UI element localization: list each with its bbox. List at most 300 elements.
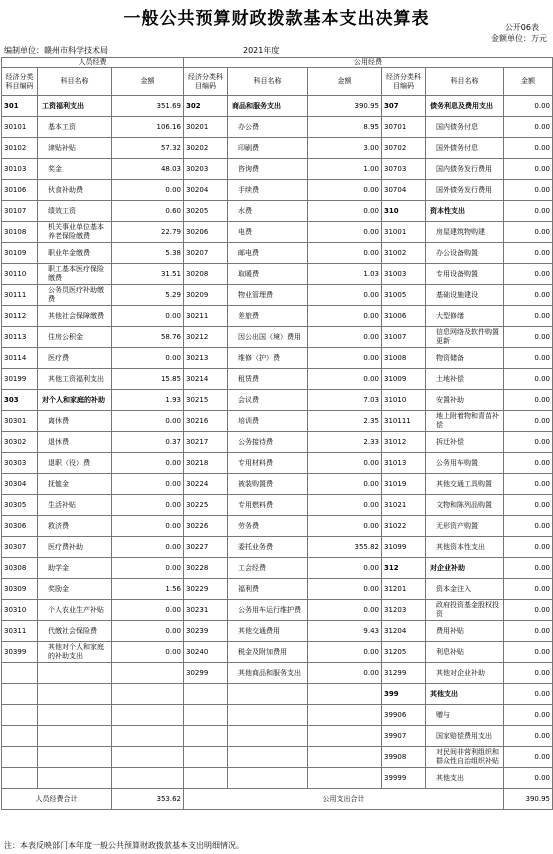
cell-name [228,747,308,768]
cell-name: 资本性支出 [426,201,504,222]
col-code-header: 经济分类科目编码 [2,68,38,96]
cell-amount: 0.00 [112,474,184,495]
cell-name: 工资福利支出 [38,96,112,117]
cell-code: 307 [382,96,426,117]
cell-amount: 0.00 [504,285,553,306]
cell-code: 30205 [184,201,228,222]
cell-name: 专用设备购置 [426,264,504,285]
cell-code: 31003 [382,264,426,285]
personnel-total-value: 353.62 [112,789,184,810]
cell-code: 30208 [184,264,228,285]
cell-name: 劳务费 [228,516,308,537]
cell-amount: 0.00 [504,474,553,495]
cell-name: 政府投资基金股权投资 [426,600,504,621]
footnote: 注：本表反映部门本年度一般公共预算财政拨款基本支出明细情况。 [4,841,244,850]
cell-name: 委托业务费 [228,537,308,558]
cell-amount: 351.69 [112,96,184,117]
cell-name: 代缴社会保险费 [38,621,112,642]
cell-name: 退休费 [38,432,112,453]
cell-code: 30108 [2,222,38,243]
cell-amount: 0.00 [504,558,553,579]
cell-amount: 0.00 [504,306,553,327]
report-title: 一般公共预算财政拨款基本支出决算表 [123,9,430,29]
table-row [2,747,553,768]
amount-unit: 金额单位：万元 [491,34,547,43]
cell-amount: 0.00 [504,495,553,516]
cell-name: 国家赔偿费用支出 [426,726,504,747]
cell-code: 31021 [382,495,426,516]
table-row [2,96,553,117]
cell-code [2,663,38,684]
cell-name: 拆迁补偿 [426,432,504,453]
table-row [2,411,553,432]
cell-amount: 0.00 [308,453,382,474]
cell-code: 30701 [382,117,426,138]
cell-code: 31204 [382,621,426,642]
cell-code: 31099 [382,537,426,558]
cell-name: 国内债务付息 [426,117,504,138]
table-row [2,705,553,726]
cell-name: 电费 [228,222,308,243]
cell-name: 咨询费 [228,159,308,180]
cell-name: 水费 [228,201,308,222]
cell-code: 302 [184,96,228,117]
cell-name: 其他交通费用 [228,621,308,642]
cell-code: 30110 [2,264,38,285]
cell-name: 基本工资 [38,117,112,138]
table-row [2,621,553,642]
public-total-label: 公用支出合计 [184,789,504,810]
cell-amount: 0.00 [308,243,382,264]
cell-code: 30229 [184,579,228,600]
cell-code: 30114 [2,348,38,369]
cell-code: 31012 [382,432,426,453]
table-row [2,642,553,663]
cell-name [38,747,112,768]
cell-amount: 1.03 [308,264,382,285]
cell-name: 利息补贴 [426,642,504,663]
cell-name: 办公设备购置 [426,243,504,264]
cell-name: 职业年金缴费 [38,243,112,264]
table-row [2,222,553,243]
cell-amount: 0.00 [112,453,184,474]
cell-code: 30106 [2,180,38,201]
cell-amount: 0.00 [504,180,553,201]
cell-amount: 0.00 [308,579,382,600]
cell-name: 专用燃料费 [228,495,308,516]
col-name-header: 科目名称 [228,68,308,96]
cell-code: 301 [2,96,38,117]
cell-amount: 0.37 [112,432,184,453]
cell-code: 30201 [184,117,228,138]
cell-code: 39906 [382,705,426,726]
cell-code: 30206 [184,222,228,243]
cell-amount: 0.00 [504,222,553,243]
cell-code [184,726,228,747]
cell-code: 312 [382,558,426,579]
cell-name: 文物和陈列品购置 [426,495,504,516]
cell-name: 办公费 [228,117,308,138]
cell-name: 地上附着物和青苗补偿 [426,411,504,432]
cell-code: 30215 [184,390,228,411]
cell-code: 31008 [382,348,426,369]
cell-amount: 1.00 [308,159,382,180]
cell-code: 31201 [382,579,426,600]
cell-name: 住房公积金 [38,327,112,348]
cell-name: 印刷费 [228,138,308,159]
cell-name: 信息网络及软件购置更新 [426,327,504,348]
table-row [2,684,553,705]
cell-amount: 31.51 [112,264,184,285]
cell-code [2,684,38,705]
cell-code: 30216 [184,411,228,432]
cell-code: 30228 [184,558,228,579]
cell-name: 租赁费 [228,369,308,390]
cell-name: 伙食补助费 [38,180,112,201]
cell-amount: 355.82 [308,537,382,558]
cell-name: 物业管理费 [228,285,308,306]
cell-amount: 0.00 [504,96,553,117]
cell-code: 30240 [184,642,228,663]
cell-amount: 0.00 [308,474,382,495]
cell-code: 30213 [184,348,228,369]
cell-name: 其他对企业补助 [426,663,504,684]
cell-amount: 0.00 [112,348,184,369]
cell-name: 大型修缮 [426,306,504,327]
cell-code: 30306 [2,516,38,537]
cell-code: 30303 [2,453,38,474]
cell-code: 30305 [2,495,38,516]
cell-code: 31005 [382,285,426,306]
cell-amount: 0.00 [504,453,553,474]
cell-code: 31001 [382,222,426,243]
cell-name: 国内债务发行费用 [426,159,504,180]
cell-code: 30217 [184,432,228,453]
cell-amount: 8.95 [308,117,382,138]
cell-amount: 5.38 [112,243,184,264]
cell-name: 对个人和家庭的补助 [38,390,112,411]
cell-amount: 0.00 [112,642,184,663]
org-name: 编制单位：赣州市科学技术局 [4,46,108,55]
cell-code: 30299 [184,663,228,684]
cell-name: 其他支出 [426,684,504,705]
cell-name: 福利费 [228,579,308,600]
cell-amount: 57.32 [112,138,184,159]
cell-name: 职工基本医疗保险缴费 [38,264,112,285]
table-row [2,159,553,180]
cell-name: 公务接待费 [228,432,308,453]
cell-amount: 5.29 [112,285,184,306]
cell-amount: 0.00 [504,348,553,369]
cell-name: 赠与 [426,705,504,726]
cell-code: 30218 [184,453,228,474]
cell-name: 退职（役）费 [38,453,112,474]
cell-name: 医疗费 [38,348,112,369]
cell-code: 30102 [2,138,38,159]
cell-code: 30231 [184,600,228,621]
cell-amount: 0.00 [112,600,184,621]
cell-name: 其他对个人和家庭的补助支出 [38,642,112,663]
table-row [2,495,553,516]
table-row [2,180,553,201]
cell-amount: 0.00 [504,579,553,600]
table-row [2,516,553,537]
cell-code: 30225 [184,495,228,516]
cell-code: 30301 [2,411,38,432]
table-row [2,537,553,558]
cell-amount: 0.00 [504,684,553,705]
col-amount-header: 金额 [112,68,184,96]
cell-name: 医疗费补助 [38,537,112,558]
table-row [2,432,553,453]
cell-code: 31006 [382,306,426,327]
cell-amount: 48.03 [112,159,184,180]
cell-name [38,663,112,684]
cell-amount: 0.00 [308,348,382,369]
cell-amount: 0.00 [504,411,553,432]
cell-code: 39907 [382,726,426,747]
cell-amount: 0.00 [308,327,382,348]
cell-code: 30304 [2,474,38,495]
col-code-header: 经济分类科目编码 [184,68,228,96]
cell-amount: 0.00 [112,516,184,537]
cell-amount: 0.00 [504,138,553,159]
cell-amount [308,684,382,705]
cell-amount: 0.00 [308,306,382,327]
cell-name: 其他工资福利支出 [38,369,112,390]
cell-code: 30203 [184,159,228,180]
cell-code: 30307 [2,537,38,558]
cell-code: 31203 [382,600,426,621]
cell-code: 30109 [2,243,38,264]
cell-name: 生活补贴 [38,495,112,516]
cell-name: 国外债务发行费用 [426,180,504,201]
cell-name: 个人农业生产补贴 [38,600,112,621]
cell-amount [112,747,184,768]
cell-name: 物资储备 [426,348,504,369]
cell-code: 30226 [184,516,228,537]
cell-code: 399 [382,684,426,705]
cell-name: 无形资产购置 [426,516,504,537]
cell-name [38,705,112,726]
table-row [2,453,553,474]
cell-name: 其他资本性支出 [426,537,504,558]
cell-name [38,684,112,705]
cell-amount: 0.00 [504,327,553,348]
cell-code: 30111 [2,285,38,306]
cell-name: 公务用车购置 [426,453,504,474]
cell-code: 30302 [2,432,38,453]
cell-name: 工会经费 [228,558,308,579]
cell-name: 房屋建筑物购建 [426,222,504,243]
table-row [2,600,553,621]
cell-name: 其他交通工具购置 [426,474,504,495]
cell-amount: 2.33 [308,432,382,453]
cell-amount [112,663,184,684]
cell-code: 31010 [382,390,426,411]
cell-code: 30224 [184,474,228,495]
cell-amount: 0.00 [504,663,553,684]
cell-code [184,684,228,705]
cell-amount: 0.00 [308,369,382,390]
cell-amount: 0.00 [308,516,382,537]
cell-amount: 0.00 [308,663,382,684]
cell-code [184,768,228,789]
cell-name: 公务用车运行维护费 [228,600,308,621]
cell-name: 被装购置费 [228,474,308,495]
cell-amount [308,768,382,789]
cell-amount: 0.00 [308,180,382,201]
cell-code: 39908 [382,747,426,768]
cell-amount: 0.00 [504,642,553,663]
cell-amount: 0.00 [112,306,184,327]
cell-code: 31205 [382,642,426,663]
table-row [2,474,553,495]
cell-code: 30103 [2,159,38,180]
table-row [2,117,553,138]
cell-amount [308,705,382,726]
cell-code [184,705,228,726]
cell-code: 31002 [382,243,426,264]
table-row [2,327,553,348]
cell-amount: 0.00 [112,558,184,579]
report-year: 2021年度 [243,46,280,55]
cell-code: 31299 [382,663,426,684]
cell-amount: 0.60 [112,201,184,222]
cell-code [2,726,38,747]
cell-code: 30308 [2,558,38,579]
cell-code: 30113 [2,327,38,348]
cell-amount: 22.79 [112,222,184,243]
cell-name: 其他支出 [426,768,504,789]
cell-code: 30199 [2,369,38,390]
cell-name: 维修（护）费 [228,348,308,369]
cell-name: 对企业补助 [426,558,504,579]
table-row [2,390,553,411]
cell-code: 30107 [2,201,38,222]
form-number: 公开06表 [504,23,539,32]
cell-amount [308,726,382,747]
cell-amount: 0.00 [112,180,184,201]
cell-amount: 0.00 [308,222,382,243]
cell-code: 310111 [382,411,426,432]
cell-name: 取暖费 [228,264,308,285]
cell-name: 绩效工资 [38,201,112,222]
cell-code: 30310 [2,600,38,621]
cell-amount: 0.00 [504,621,553,642]
cell-code: 30227 [184,537,228,558]
group-public: 公用经费 [184,58,553,68]
cell-name: 会议费 [228,390,308,411]
cell-amount: 0.00 [504,369,553,390]
cell-amount: 0.00 [308,600,382,621]
cell-amount: 0.00 [504,600,553,621]
cell-code: 30209 [184,285,228,306]
cell-amount: 0.00 [112,537,184,558]
cell-amount: 390.95 [308,96,382,117]
cell-name: 专用材料费 [228,453,308,474]
cell-code: 30704 [382,180,426,201]
cell-name: 其他商品和服务支出 [228,663,308,684]
cell-name: 其他社会保障缴费 [38,306,112,327]
cell-amount [308,747,382,768]
cell-name: 救济费 [38,516,112,537]
cell-code: 30212 [184,327,228,348]
cell-name: 费用补贴 [426,621,504,642]
cell-amount: 0.00 [504,264,553,285]
cell-amount [112,726,184,747]
cell-name [228,684,308,705]
table-row [2,201,553,222]
cell-code: 30399 [2,642,38,663]
cell-name [228,705,308,726]
cell-code: 39999 [382,768,426,789]
cell-code: 30311 [2,621,38,642]
table-row [2,663,553,684]
col-code-header: 经济分类科目编码 [382,68,426,96]
cell-name: 奖励金 [38,579,112,600]
cell-name: 公务员医疗补助缴费 [38,285,112,306]
cell-amount: 0.00 [504,117,553,138]
cell-code: 30211 [184,306,228,327]
table-row [2,285,553,306]
cell-name: 债务利息及费用支出 [426,96,504,117]
cell-name: 商品和服务支出 [228,96,308,117]
cell-name: 离休费 [38,411,112,432]
cell-amount: 0.00 [504,537,553,558]
cell-amount: 0.00 [504,516,553,537]
cell-name: 手续费 [228,180,308,201]
cell-code: 31013 [382,453,426,474]
cell-code: 30207 [184,243,228,264]
cell-amount: 0.00 [504,768,553,789]
cell-name: 培训费 [228,411,308,432]
cell-amount: 0.00 [504,243,553,264]
cell-code [2,768,38,789]
cell-name: 机关事业单位基本养老保险缴费 [38,222,112,243]
table-row [2,369,553,390]
cell-name: 对民间非营利组织和群众性自治组织补贴 [426,747,504,768]
cell-amount [112,684,184,705]
cell-amount: 15.85 [112,369,184,390]
cell-code: 30309 [2,579,38,600]
cell-amount [112,705,184,726]
cell-name: 津贴补贴 [38,138,112,159]
cell-code [2,747,38,768]
table-row [2,558,553,579]
cell-code: 30101 [2,117,38,138]
table-row [2,579,553,600]
cell-amount: 1.56 [112,579,184,600]
cell-code: 31019 [382,474,426,495]
col-name-header: 科目名称 [38,68,112,96]
cell-amount: 0.00 [504,201,553,222]
group-personnel: 人员经费 [2,58,184,68]
public-total-value: 390.95 [504,789,553,810]
cell-amount: 0.00 [112,621,184,642]
expense-table [1,57,553,810]
cell-name [38,726,112,747]
table-row [2,726,553,747]
cell-amount: 0.00 [308,495,382,516]
cell-name [38,768,112,789]
cell-amount: 9.43 [308,621,382,642]
cell-amount: 106.16 [112,117,184,138]
cell-amount: 0.00 [504,390,553,411]
table-row [2,306,553,327]
cell-name: 安置补助 [426,390,504,411]
cell-code: 310 [382,201,426,222]
